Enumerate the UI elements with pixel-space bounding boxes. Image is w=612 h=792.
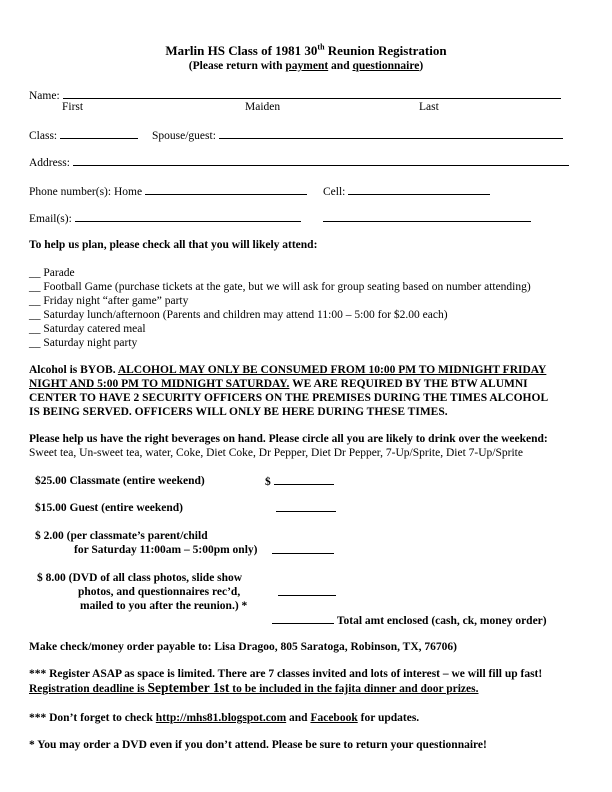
email-field-2[interactable] xyxy=(323,211,531,222)
address-row: Address: xyxy=(29,155,569,170)
attend-catered-meal[interactable]: __ Saturday catered meal xyxy=(29,323,146,335)
name-last-label: Last xyxy=(419,101,439,113)
register-line: *** Register ASAP as space is limited. There are 7 classes invited and lots of interest – we will fill up fast! xyxy=(29,668,543,680)
guest-amount-field[interactable] xyxy=(276,501,336,512)
facebook-link[interactable]: Facebook xyxy=(310,712,358,724)
blog-link[interactable]: http://mhs81.blogspot.com xyxy=(155,712,287,724)
email-row: Email(s): xyxy=(29,211,301,226)
attend-football[interactable]: __ Football Game (purchase tickets at the gate, but we will ask for group seating based on number attending) xyxy=(29,281,531,293)
total-row: Total amt enclosed (cash, ck, money order) xyxy=(272,613,547,628)
beverages-heading: Please help us have the right beverages on hand. Please circle all you are likely to drink over the weekend: xyxy=(29,433,548,445)
beverages-list[interactable]: Sweet tea, Un-sweet tea, water, Coke, Diet Coke, Dr Pepper, Diet Dr Pepper, 7-Up/Sprite, Diet 7-Up/Sprite xyxy=(29,447,523,459)
page-subtitle: (Please return with payment and questionnaire) xyxy=(188,60,424,72)
class-field[interactable] xyxy=(60,128,138,139)
name-row: Name: xyxy=(29,88,561,103)
alcohol-line-1: Alcohol is BYOB. ALCOHOL MAY ONLY BE CONSUMED FROM 10:00 PM TO MIDNIGHT FRIDAY xyxy=(29,364,547,376)
fee-guest: $15.00 Guest (entire weekend) xyxy=(35,502,183,514)
updates-line: *** Don’t forget to check http://mhs81.blogspot.com and Facebook for updates. xyxy=(29,712,420,724)
cell-phone-field[interactable] xyxy=(348,184,490,195)
dvd-note: * You may order a DVD even if you don’t attend. Please be sure to return your questionnaire! xyxy=(29,739,487,751)
page-title: Marlin HS Class of 1981 30th Reunion Registration xyxy=(165,42,447,58)
name-maiden-label: Maiden xyxy=(245,101,281,113)
email-row-2 xyxy=(323,211,531,226)
attend-saturday-lunch[interactable]: __ Saturday lunch/afternoon (Parents and children may attend 11:00 – 5:00 for $2.00 each) xyxy=(29,309,448,321)
cell-row: Cell: xyxy=(323,184,490,199)
phone-row: Phone number(s): Home xyxy=(29,184,307,199)
classmate-amount-field[interactable] xyxy=(274,474,334,485)
fee-parent-amount xyxy=(272,543,334,558)
attend-heading: To help us plan, please check all that you will likely attend: xyxy=(29,239,318,251)
name-first-label: First xyxy=(62,101,84,113)
attend-saturday-party[interactable]: __ Saturday night party xyxy=(29,337,138,349)
email-field-1[interactable] xyxy=(75,211,301,222)
attend-friday-party[interactable]: __ Friday night “after game” party xyxy=(29,295,189,307)
fee-parent-line-1: $ 2.00 (per classmate’s parent/child xyxy=(35,530,208,542)
fee-classmate-amount: $ xyxy=(265,474,334,489)
fee-dvd-amount xyxy=(278,585,336,600)
spouse-field[interactable] xyxy=(219,128,563,139)
alcohol-line-2: NIGHT AND 5:00 PM TO MIDNIGHT SATURDAY. WE ARE REQUIRED BY THE BTW ALUMNI xyxy=(29,378,528,390)
dvd-amount-field[interactable] xyxy=(278,585,336,596)
fee-dvd-line-1: $ 8.00 (DVD of all class photos, slide show xyxy=(37,572,243,584)
alcohol-line-3: CENTER TO HAVE 2 SECURITY OFFICERS ON THE PREMISES DURING THE TIMES ALCOHOL xyxy=(29,392,549,404)
fee-dvd-line-3: mailed to you after the reunion.) * xyxy=(80,600,248,612)
total-amount-field[interactable] xyxy=(272,613,334,624)
fee-classmate: $25.00 Classmate (entire weekend) xyxy=(35,475,205,487)
home-phone-field[interactable] xyxy=(145,184,307,195)
alcohol-line-4: IS BEING SERVED. OFFICERS WILL ONLY BE HERE DURING THESE TIMES. xyxy=(29,406,448,418)
class-row: Class: xyxy=(29,128,138,143)
address-field[interactable] xyxy=(73,155,569,166)
spouse-row: Spouse/guest: xyxy=(152,128,563,143)
payable-line: Make check/money order payable to: Lisa Dragoo, 805 Saratoga, Robinson, TX, 76706) xyxy=(29,641,457,653)
deadline-line: Registration deadline is September 1st to be included in the fajita dinner and door prizes. xyxy=(29,680,479,695)
fee-guest-amount xyxy=(276,501,336,516)
attend-parade[interactable]: __ Parade xyxy=(29,267,75,279)
parent-amount-field[interactable] xyxy=(272,543,334,554)
fee-parent-line-2: for Saturday 11:00am – 5:00pm only) xyxy=(74,544,258,556)
fee-dvd-line-2: photos, and questionnaires rec’d, xyxy=(78,586,241,598)
name-field[interactable] xyxy=(63,88,561,99)
